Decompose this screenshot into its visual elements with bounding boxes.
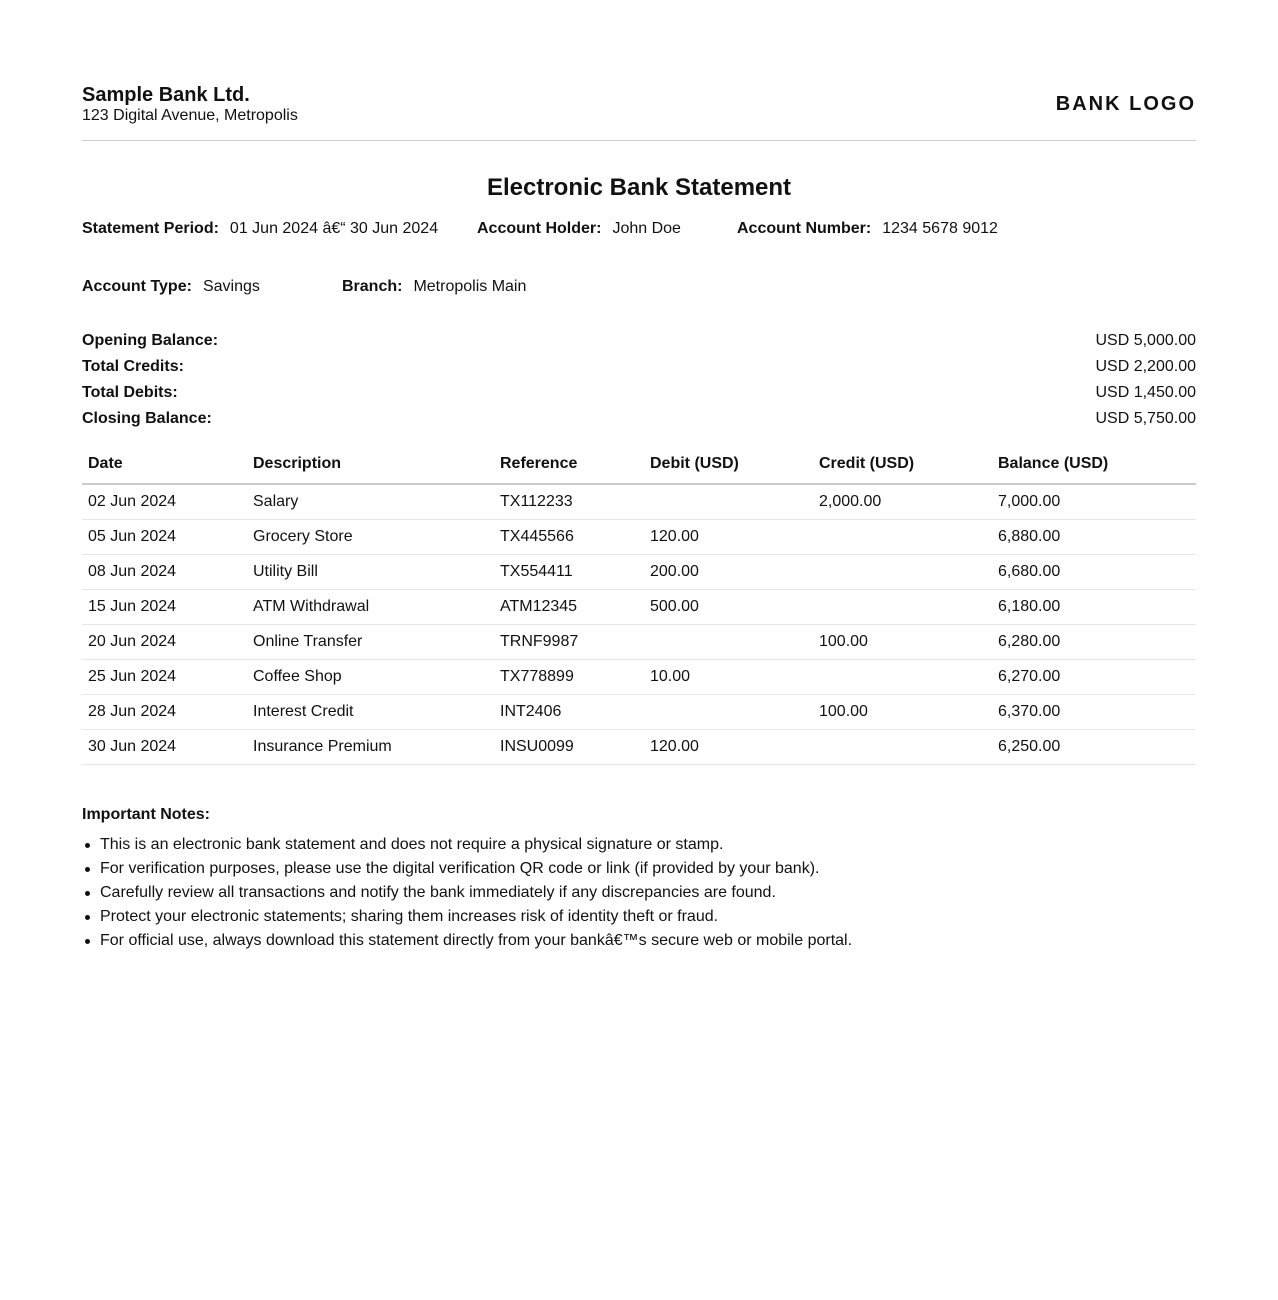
table-row bbox=[82, 589, 1196, 624]
bank-address: 123 Digital Avenue, Metropolis bbox=[82, 107, 298, 124]
cell-debit bbox=[644, 694, 813, 729]
column-header-reference: Reference bbox=[494, 445, 644, 484]
bank-identity bbox=[82, 84, 298, 125]
bullet-icon bbox=[85, 915, 90, 920]
table-header-row bbox=[82, 445, 1196, 484]
cell-credit bbox=[813, 554, 992, 589]
cell-description: Online Transfer bbox=[247, 624, 494, 659]
summary-value: USD 1,450.00 bbox=[1095, 384, 1196, 401]
branch-label: Branch: bbox=[342, 278, 403, 295]
cell-description: Utility Bill bbox=[247, 554, 494, 589]
cell-balance: 6,680.00 bbox=[992, 554, 1196, 589]
summary-value: USD 2,200.00 bbox=[1095, 358, 1196, 375]
table-row bbox=[82, 729, 1196, 764]
summary-value: USD 5,000.00 bbox=[1095, 332, 1196, 349]
column-header-description: Description bbox=[247, 445, 494, 484]
summary-value: USD 5,750.00 bbox=[1095, 410, 1196, 427]
list-item bbox=[82, 929, 1196, 953]
list-item bbox=[82, 833, 1196, 857]
cell-description: Grocery Store bbox=[247, 519, 494, 554]
account-holder bbox=[477, 219, 737, 239]
cell-debit: 120.00 bbox=[644, 729, 813, 764]
note-text: Carefully review all transactions and notify the bank immediately if any discrepancies are found. bbox=[100, 883, 776, 901]
cell-date: 05 Jun 2024 bbox=[82, 519, 247, 554]
cell-reference: ATM12345 bbox=[494, 589, 644, 624]
note-text: This is an electronic bank statement and does not require a physical signature or stamp. bbox=[100, 835, 724, 853]
cell-description: Interest Credit bbox=[247, 694, 494, 729]
notes-title: Important Notes: bbox=[82, 805, 210, 823]
cell-balance: 6,270.00 bbox=[992, 659, 1196, 694]
note-text: For verification purposes, please use the digital verification QR code or link (if provided by your bank). bbox=[100, 859, 820, 877]
statement-period bbox=[82, 219, 477, 239]
bullet-icon bbox=[85, 867, 90, 872]
cell-credit bbox=[813, 659, 992, 694]
cell-balance: 6,280.00 bbox=[992, 624, 1196, 659]
cell-description: Salary bbox=[247, 484, 494, 519]
summary-label: Total Credits: bbox=[82, 358, 184, 375]
page-title: Electronic Bank Statement bbox=[486, 174, 792, 201]
account-type-value: Savings bbox=[202, 278, 260, 295]
cell-credit bbox=[813, 589, 992, 624]
cell-reference: INSU0099 bbox=[494, 729, 644, 764]
account-number bbox=[737, 219, 998, 239]
cell-balance: 6,370.00 bbox=[992, 694, 1196, 729]
table-row bbox=[82, 519, 1196, 554]
summary-label: Opening Balance: bbox=[82, 332, 219, 349]
cell-reference: TX778899 bbox=[494, 659, 644, 694]
cell-debit: 10.00 bbox=[644, 659, 813, 694]
cell-reference: TX445566 bbox=[494, 519, 644, 554]
account-info-row-2 bbox=[82, 277, 1196, 297]
note-text: For official use, always download this statement directly from your bankâ€™s secure web or mobile portal. bbox=[100, 931, 853, 949]
cell-balance: 6,250.00 bbox=[992, 729, 1196, 764]
cell-description: ATM Withdrawal bbox=[247, 589, 494, 624]
cell-reference: TX554411 bbox=[494, 554, 644, 589]
column-header-balance: Balance (USD) bbox=[992, 445, 1196, 484]
balance-summary bbox=[82, 331, 1196, 435]
account-type-label: Account Type: bbox=[82, 278, 192, 295]
list-item bbox=[82, 905, 1196, 929]
bullet-icon bbox=[85, 891, 90, 896]
branch-value: Metropolis Main bbox=[413, 278, 527, 295]
important-notes bbox=[82, 805, 1196, 953]
account-holder-value: John Doe bbox=[612, 220, 681, 237]
cell-date: 08 Jun 2024 bbox=[82, 554, 247, 589]
cell-credit: 100.00 bbox=[813, 624, 992, 659]
account-info-row-1 bbox=[82, 219, 1196, 239]
list-item bbox=[82, 857, 1196, 881]
cell-balance: 6,180.00 bbox=[992, 589, 1196, 624]
statement-period-value: 01 Jun 2024 â€“ 30 Jun 2024 bbox=[229, 220, 439, 237]
account-number-value: 1234 5678 9012 bbox=[882, 220, 998, 237]
cell-reference: TRNF9987 bbox=[494, 624, 644, 659]
summary-closing-balance bbox=[82, 409, 1196, 435]
cell-description: Coffee Shop bbox=[247, 659, 494, 694]
branch bbox=[342, 277, 526, 297]
column-header-credit: Credit (USD) bbox=[813, 445, 992, 484]
table-row bbox=[82, 659, 1196, 694]
transactions-table bbox=[82, 445, 1196, 765]
bullet-icon bbox=[85, 843, 90, 848]
statement-header bbox=[82, 84, 1196, 141]
cell-reference: TX112233 bbox=[494, 484, 644, 519]
column-header-date: Date bbox=[82, 445, 247, 484]
table-row bbox=[82, 484, 1196, 519]
notes-list bbox=[82, 833, 1196, 953]
summary-label: Closing Balance: bbox=[82, 410, 212, 427]
account-type bbox=[82, 277, 342, 297]
account-number-label: Account Number: bbox=[737, 220, 872, 237]
table-row bbox=[82, 554, 1196, 589]
account-holder-label: Account Holder: bbox=[477, 220, 602, 237]
cell-date: 30 Jun 2024 bbox=[82, 729, 247, 764]
note-text: Protect your electronic statements; sharing them increases risk of identity theft or fraud. bbox=[100, 907, 719, 925]
column-header-debit: Debit (USD) bbox=[644, 445, 813, 484]
summary-total-credits bbox=[82, 357, 1196, 383]
bullet-icon bbox=[85, 939, 90, 944]
cell-debit bbox=[644, 624, 813, 659]
cell-date: 15 Jun 2024 bbox=[82, 589, 247, 624]
cell-credit: 100.00 bbox=[813, 694, 992, 729]
cell-date: 25 Jun 2024 bbox=[82, 659, 247, 694]
cell-reference: INT2406 bbox=[494, 694, 644, 729]
summary-label: Total Debits: bbox=[82, 384, 178, 401]
cell-date: 28 Jun 2024 bbox=[82, 694, 247, 729]
cell-debit bbox=[644, 484, 813, 519]
table-row bbox=[82, 624, 1196, 659]
cell-credit bbox=[813, 519, 992, 554]
cell-debit: 200.00 bbox=[644, 554, 813, 589]
summary-total-debits bbox=[82, 383, 1196, 409]
cell-credit: 2,000.00 bbox=[813, 484, 992, 519]
cell-date: 02 Jun 2024 bbox=[82, 484, 247, 519]
statement-period-label: Statement Period: bbox=[82, 220, 219, 237]
cell-balance: 7,000.00 bbox=[992, 484, 1196, 519]
cell-debit: 120.00 bbox=[644, 519, 813, 554]
cell-description: Insurance Premium bbox=[247, 729, 494, 764]
cell-balance: 6,880.00 bbox=[992, 519, 1196, 554]
bank-name: Sample Bank Ltd. bbox=[82, 84, 250, 106]
list-item bbox=[82, 881, 1196, 905]
statement-page bbox=[82, 84, 1196, 953]
cell-debit: 500.00 bbox=[644, 589, 813, 624]
summary-opening-balance bbox=[82, 331, 1196, 357]
table-row bbox=[82, 694, 1196, 729]
cell-credit bbox=[813, 729, 992, 764]
bank-logo: BANK LOGO bbox=[1055, 93, 1196, 115]
cell-date: 20 Jun 2024 bbox=[82, 624, 247, 659]
